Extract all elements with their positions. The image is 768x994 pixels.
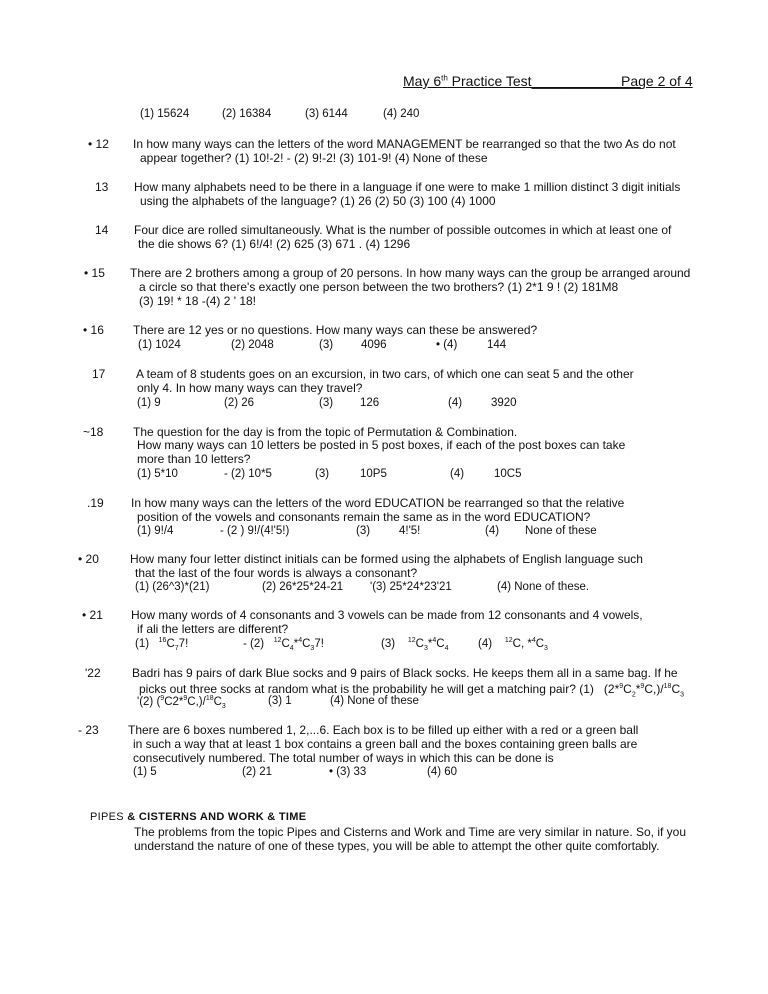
heading-part: PIPES [90,811,124,823]
sub: 3 [544,645,548,653]
question-text: There are 12 yes or no questions. How many ways can these be answered? [133,323,538,337]
question-number: • 12 [88,137,109,151]
question-text: in such a way that at least 1 box contains a green ball and the boxes containing green balls are [133,737,638,751]
option: (3) [319,397,334,409]
question-number: - 23 [78,723,99,737]
question-text: (3) 19! * 18 -(4) 2 ' 18! [139,294,257,308]
question-text-line: picks out three socks at random what is the probability he will get a matching pair? (1) [139,682,594,696]
txt: C,)/ [644,682,664,696]
question-text: A team of 8 students goes on an excursion, in two cars, of which one can seat 5 and the other [136,367,634,381]
option: (3) 1 [268,695,292,707]
question-text: position of the vowels and consonants remain the same as in the word EDUCATION? [137,510,591,524]
option: 126 [360,397,380,409]
question-number: 17 [92,367,106,381]
option [381,637,448,652]
option: (4) None of these [330,695,419,707]
option: (2) 16384 [222,108,272,120]
txt: * [293,637,299,650]
sup: 18 [663,683,672,690]
txt: 7! [178,637,189,650]
option-label: '(2) ( [137,695,161,708]
option: (3) [356,525,371,537]
section-text: understand the nature of one of these types, you will be able to attempt the other quite comfortably. [134,839,660,853]
option: (2) 21 [242,766,273,778]
question-text: The question for the day is from the topic of Permutation & Combination. [133,425,518,439]
option: (4) [485,525,500,537]
option [135,637,188,652]
txt: 7! [314,637,324,650]
question-text: if ali the letters are different? [137,622,289,636]
sup: 9 [619,683,624,690]
option: • (4) [436,339,458,351]
question-text: In how many ways can the letters of the word EDUCATION be rearranged so that the relative [131,496,625,510]
option [243,637,324,652]
sub: 3 [423,645,428,653]
option: (4) 240 [383,108,420,120]
question-number: ~18 [83,425,104,439]
question-number: • 20 [78,552,99,566]
option: (2) 26*25*24-21 [262,581,344,593]
question-text: How many four letter distinct initials can be formed using the alphabets of English language such [130,552,643,566]
heading-part: & CISTERNS AND WORK & TIME [127,811,307,823]
question-text: There are 6 boxes numbered 1, 2,...6. Each box is to be filled up either with a red or a green ball [128,723,639,737]
txt: C2* [164,695,184,708]
section-text: The problems from the topic Pipes and Cisterns and Work and Time are very similar in nature. So, if you [134,825,687,839]
option: (1) 9 [137,397,161,409]
txt: (2* [603,682,620,696]
section-heading [90,811,306,823]
question-text: that the last of the four words is always a consonant? [135,566,418,580]
question-text: How many words of 4 consonants and 3 vowels can be made from 12 consonants and 4 vowels, [131,608,643,622]
sub: 4 [444,645,449,653]
question-text: using the alphabets of the language? (1) 26 (2) 50 (3) 100 (4) 1000 [140,194,496,208]
question-text: How many alphabets need to be there in a language if one were to make 1 million distinct 3 digit initials [134,180,681,194]
option: '(3) 25*24*23'21 [370,581,452,593]
sup: 18 [205,695,214,702]
sub: 3 [221,703,226,711]
option: (1) 5*10 [137,468,178,480]
sup: 9 [160,695,165,702]
question-number: '22 [85,666,101,680]
txt: C, * [512,637,532,650]
txt: C,)/ [187,695,206,708]
option: - (2) 10*5 [224,468,272,480]
question-number: .19 [87,496,104,510]
sub: 3 [310,645,315,653]
sub: 2 [631,691,636,699]
option: (1) 1024 [138,339,181,351]
option: (3) 6144 [305,108,348,120]
sup: 9 [640,683,645,690]
question-text: appear together? (1) 10!-2! - (2) 9!-2! (3) 101-9! (4) None of these [140,151,488,165]
sub: 3 [680,691,685,699]
question-number: • 16 [83,323,104,337]
test-title: May 6th Practice Test [403,73,532,89]
option: (4) [448,397,463,409]
sup: 12 [504,637,513,644]
sup: 12 [407,637,416,644]
option: (1) 5 [133,766,157,778]
option: (4) [450,468,465,480]
question-text: Four dice are rolled simultaneously. What is the number of possible outcomes in which at least one of [134,223,672,237]
option: (2) 26 [224,397,255,409]
option: • (3) 33 [329,766,367,778]
option: (1) (26^3)*(21) [135,581,210,593]
question-text: Badri has 9 pairs of dark Blue socks and 9 pairs of Black socks. He keeps them all in a same bag. If he [132,666,678,680]
txt: C [623,682,632,696]
txt: C [436,637,445,650]
option: - (2 ) 9!/(4!'5!) [220,525,290,537]
question-number: • 21 [82,608,103,622]
option-label: (3) [381,637,396,650]
sup: 4 [531,637,536,644]
txt: * [635,682,641,696]
option: (1) 15624 [140,108,190,120]
option: (4) 60 [427,766,458,778]
txt: C [213,695,222,708]
question-text: the die shows 6? (1) 6!/4! (2) 625 (3) 671 . (4) 1296 [138,237,411,251]
title-underline-blank: ______________ [531,73,641,89]
txt: C [302,637,311,650]
option: 3920 [491,397,517,409]
sup: 16 [158,637,167,644]
question-number: • 15 [84,266,105,280]
question-number: 13 [95,180,109,194]
txt: C [671,682,681,696]
option: (3) [315,468,330,480]
question-text: In how many ways can the letters of the word MANAGEMENT be rearranged so that the two As do not [133,137,676,151]
txt: * [427,637,433,650]
page-header [403,73,641,89]
option: 10P5 [360,468,387,480]
sup: 9 [183,695,188,702]
option: 4096 [361,339,387,351]
sup: 4 [432,637,437,644]
option: (3) [319,339,334,351]
question-text: How many ways can 10 letters be posted in 5 post boxes, if each of the post boxes can take [137,438,626,452]
option [137,695,226,710]
option: 144 [487,339,507,351]
question-text: consecutively numbered. The total number of ways in which this can be done is [133,751,554,765]
sub: 7 [174,645,179,653]
option-label: (1) [135,637,150,650]
question-text: There are 2 brothers among a group of 20 persons. In how many ways can the group be arranged around [130,266,691,280]
txt: C [166,637,175,650]
option-label: (4) [478,637,493,650]
option-label: - (2) [243,637,265,650]
question-text: a circle so that there's exactly one person between the two brothers? (1) 2*1 9 ! (2) 181M8 [139,280,619,294]
txt: C [415,637,424,650]
option: (1) 9!/4 [137,525,174,537]
option: None of these [525,525,597,537]
option: 4!'5! [399,525,421,537]
sup: 12 [273,637,282,644]
sup: 4 [298,637,303,644]
txt: C [535,637,545,650]
question-text: only 4. In how many ways can they travel? [137,381,363,395]
option: (4) None of these. [497,581,590,593]
txt: C [281,637,290,650]
option [478,637,548,652]
page-number: Page 2 of 4 [621,73,693,89]
question-number: 14 [95,223,109,237]
option: (2) 2048 [231,339,274,351]
option: 10C5 [494,468,522,480]
question-text: more than 10 letters? [137,452,251,466]
sub: 4 [289,645,294,653]
